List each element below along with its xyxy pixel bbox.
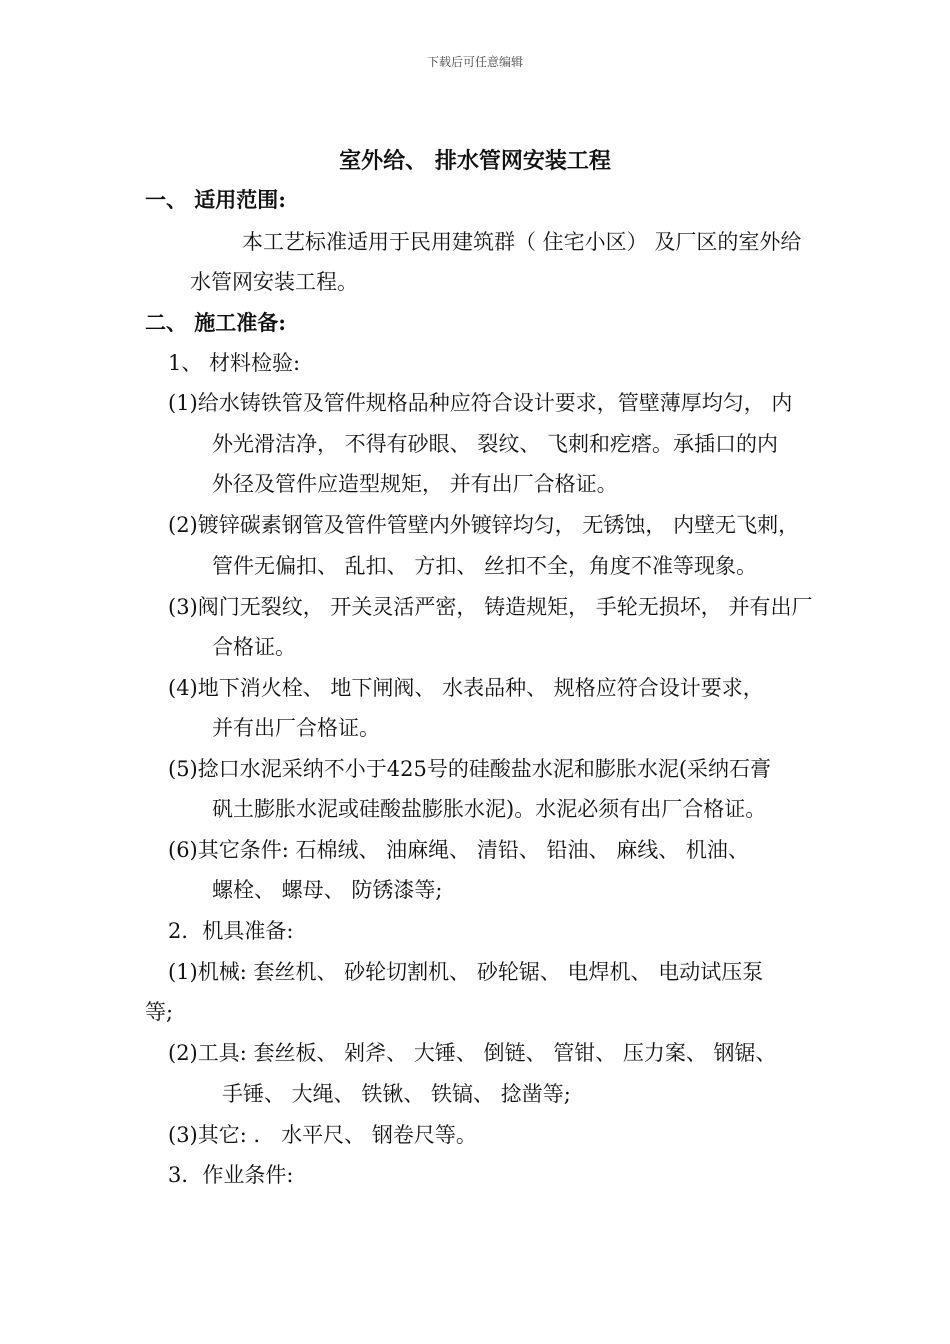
item-1-line-1: (1)给水铸铁管及管件规格品种应符合设计要求，管壁薄厚均匀， 内 [168, 391, 793, 415]
section-heading-scope: 一、 适用范围: [145, 187, 287, 212]
item-3-line-1: (3)阀门无裂纹， 开关灵活严密， 铸造规矩， 手轮无损坏， 并有出厂 [168, 595, 813, 619]
item-1-line-2: 外光滑洁净， 不得有砂眼、 裂纹、 飞刺和疙瘩。承插口的内 [212, 432, 779, 456]
scope-paragraph-line-1: 本工艺标准适用于民用建筑群（ 住宅小区） 及厂区的室外给 [242, 230, 802, 254]
section-heading-preparation: 二、 施工准备: [145, 310, 287, 335]
scope-paragraph-line-2: 水管网安装工程。 [190, 270, 358, 294]
tools-item-3: (3)其它: ． 水平尺、 钢卷尺等。 [168, 1123, 477, 1147]
tools-item-1-line-2: 等; [145, 1000, 174, 1024]
item-3-line-2: 合格证。 [212, 635, 296, 659]
document-title: 室外给、 排水管网安装工程 [339, 148, 611, 174]
subheading-material-inspection: 1、 材料检验: [168, 351, 301, 375]
tools-item-2-line-1: (2)工具: 套丝板、 剁斧、 大锤、 倒链、 管钳、 压力案、 钢锯、 [168, 1041, 777, 1065]
tools-item-1-line-1: (1)机械: 套丝机、 砂轮切割机、 砂轮锯、 电焊机、 电动试压泵 [168, 960, 764, 984]
item-2-line-1: (2)镀锌碳素钢管及管件管壁内外镀锌均匀， 无锈蚀， 内壁无飞刺， [168, 513, 800, 537]
item-4-line-1: (4)地下消火栓、 地下闸阀、 水表品种、 规格应符合设计要求， [168, 676, 764, 700]
item-2-line-2: 管件无偏扣、 乱扣、 方扣、 丝扣不全，角度不准等现象。 [212, 554, 758, 578]
item-5-line-1: (5)捻口水泥采纳不小于425号的硅酸盐水泥和膨胀水泥(采纳石膏 [168, 757, 772, 781]
item-6-line-2: 螺栓、 螺母、 防锈漆等; [212, 878, 443, 902]
item-1-line-3: 外径及管件应造型规矩， 并有出厂合格证。 [212, 472, 618, 496]
item-4-line-2: 并有出厂合格证。 [212, 716, 380, 740]
subheading-tool-preparation: 2．机具准备: [168, 919, 294, 943]
header-note: 下载后可任意编辑 [426, 55, 523, 69]
item-6-line-1: (6)其它条件: 石棉绒、 油麻绳、 清铅、 铅油、 麻线、 机油、 [168, 838, 749, 862]
tools-item-2-line-2: 手锤、 大绳、 铁锹、 铁镐、 捻凿等; [222, 1082, 571, 1106]
item-5-line-2: 矾土膨胀水泥或硅酸盐膨胀水泥)。水泥必须有出厂合格证。 [212, 797, 767, 821]
subheading-work-conditions: 3．作业条件: [168, 1163, 294, 1187]
